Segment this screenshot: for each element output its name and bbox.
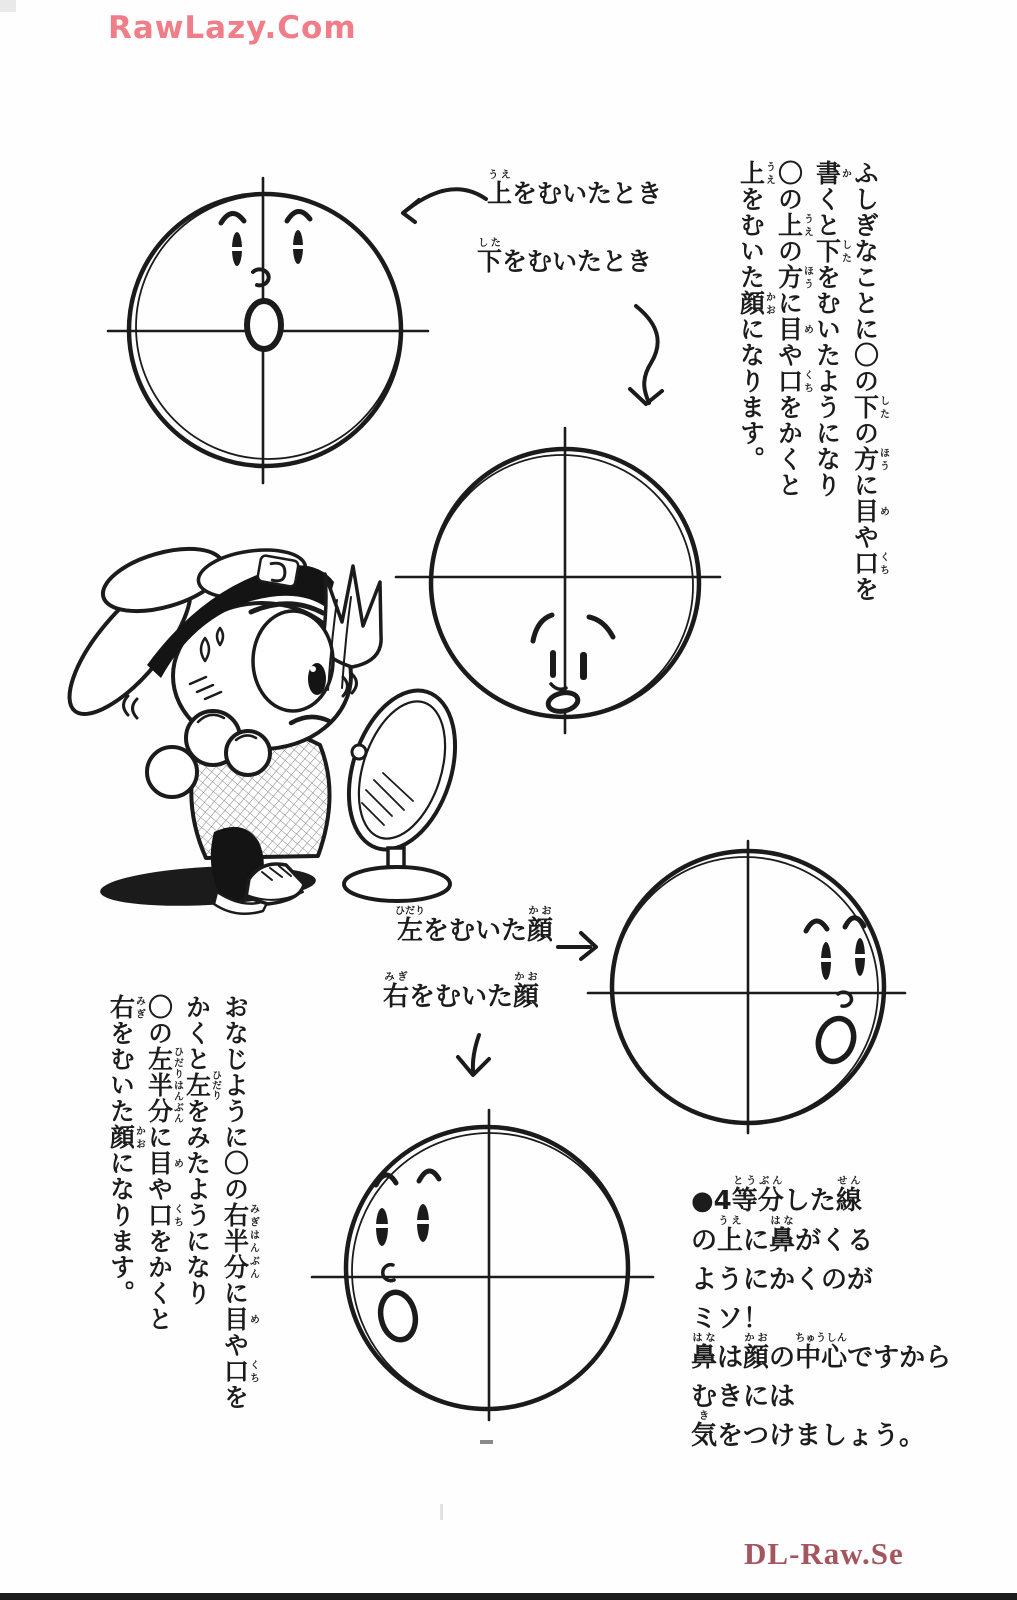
mirror-pivot: [352, 745, 366, 759]
scan-artifacts: [440, 1440, 493, 1520]
face-right-circle-figure: [312, 1110, 653, 1420]
arrow-to-face-down-icon: [630, 306, 662, 404]
mirror-base: [344, 867, 450, 901]
character-figure: [50, 537, 381, 914]
mirror-figure: [330, 677, 474, 901]
page-bottom-edge: [0, 1593, 1017, 1600]
intro-paragraph: ふしぎなことに〇の下したの方ほうに目めや口くちを 書かくと下したをむいたようになり 〇の上うえの方ほうに目めや口くちをかくと 上うえをむいた顔かおになります。: [736, 160, 889, 602]
label-facing-up: 上うえをむいたとき: [487, 170, 663, 208]
character-eye: [253, 611, 333, 711]
watermark-dlraw: DL-Raw.Se: [744, 1536, 904, 1571]
arrow-to-face-up-icon: [403, 189, 486, 222]
face-up-circle-figure: [108, 178, 428, 483]
label-facing-down: 下したをむいたとき: [477, 238, 653, 276]
label-facing-left: 左ひだりをむいた顔かお: [395, 906, 554, 946]
down-arrow-icon: [458, 1035, 489, 1075]
face-down-circle-figure: [396, 428, 720, 733]
watermark-rawlazy: RawLazy.Com: [108, 10, 357, 46]
side-view-paragraph: おなじように〇の右半分みぎはんぶんに目めや口くちを かくと左ひだりをみたようになり 〇の左半分ひだりはんぶんに目めや口くちをかくと 右みぎをむいた顔かおになります。: [106, 994, 259, 1410]
label-facing-right: 右みぎをむいた顔かお: [383, 972, 540, 1012]
tip-paragraph: ●4等分とうぶんした線せん の上うえに鼻はながくる ようにかくのが ミソ！ 鼻はなは顔かおの中心ちゅうしんですから むきには 気きをつけましょう。: [691, 1176, 952, 1451]
right-arrow-icon: [558, 933, 596, 959]
face-left-circle-figure: [588, 841, 905, 1133]
